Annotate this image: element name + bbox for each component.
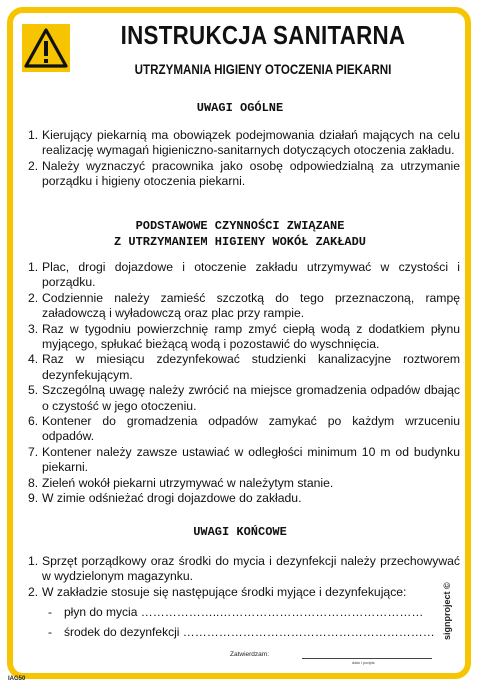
list-item: 9. W zimie odśnieżać drogi dojazdowe do zakładu.: [28, 491, 302, 506]
list-item: 4. Raz w miesiącu zdezynfekować studzienki kanalizacyjne roztworem dezynfekującym.: [28, 352, 460, 382]
list-item: 7. Kontener należy zawsze ustawiać w odległości minimum 10 m od budynku piekarni.: [28, 444, 460, 475]
section-heading-general: UWAGI OGÓLNE: [196, 101, 284, 115]
list-basic: [20, 260, 460, 507]
page-subtitle: UTRZYMANIA HIGIENY OTOCZENIA PIEKARNI: [134, 62, 392, 77]
list-item: 1. Kierujący piekarnią ma obowiązek podejmowania działań mających na celu realizację wymagań higieniczno-sanitarnych dotyczących otoczenia zakładu.: [28, 128, 460, 158]
approval-label: Zatwierdzam:: [230, 651, 270, 658]
list-item: 1. Sprzęt porządkowy oraz środki do mycia i dezynfekcji należy przechowywać w wydzielonym magazynku.: [28, 554, 460, 584]
list-subitem-washing: - płyn do mycia ………………..……………………………………………: [48, 605, 424, 620]
list-item: 8. Zieleń wokół piekarni utrzymywać w należytym stanie.: [28, 475, 334, 490]
product-code: IAG50: [8, 676, 26, 682]
list-final: [20, 554, 460, 640]
list-item: 5. Szczególną uwagę należy zwrócić na miejsce gromadzenia odpadów dbając o czystość w jego otoczeniu.: [28, 383, 460, 413]
list-item: 2. W zakładzie stosuje się następujące środki myjące i dezynfekujące:: [28, 584, 407, 599]
approval-signature-line: [302, 658, 432, 659]
section-heading-basic-1: PODSTAWOWE CZYNNOŚCI ZWIĄZANE: [135, 219, 345, 233]
list-item: 1. Plac, drogi dojazdowe i otoczenie zakładu utrzymywać w czystości i porządku.: [28, 260, 460, 290]
section-heading-final: UWAGI KOŃCOWE: [193, 525, 287, 539]
list-item: 2. Codziennie należy zamieść szczotką do tego przeznaczoną, rampę załadowczą i wyładowczą oraz plac przy rampie.: [28, 290, 460, 321]
list-subitem-disinfectant: - środek do dezynfekcji ………………………………………………………: [48, 625, 435, 640]
list-item: 6. Kontener do gromadzenia odpadów zamykać po każdym wrzuceniu odpadów.: [28, 414, 460, 444]
list-item: 2. Należy wyznaczyć pracownika jako osobę odpowiedzialną za utrzymanie porządku i higieny otoczenia piekarni.: [28, 158, 460, 189]
brand-label: signproject ©: [442, 582, 452, 640]
page-title: INSTRUKCJA SANITARNA: [120, 20, 406, 50]
list-general: [20, 128, 460, 190]
approval-hint: data i podpis: [352, 660, 375, 665]
list-item: 3. Raz w tygodniu powierzchnię ramp zmyć ciepłą wodą z dodatkiem płynu myjącego, spłukać bieżącą wodą i pozostawić do wyschnięcia.: [28, 321, 460, 352]
section-heading-basic-2: Z UTRZYMANIEM HIGIENY WOKÓŁ ZAKŁADU: [113, 235, 367, 249]
warning-triangle-icon: [22, 24, 70, 72]
